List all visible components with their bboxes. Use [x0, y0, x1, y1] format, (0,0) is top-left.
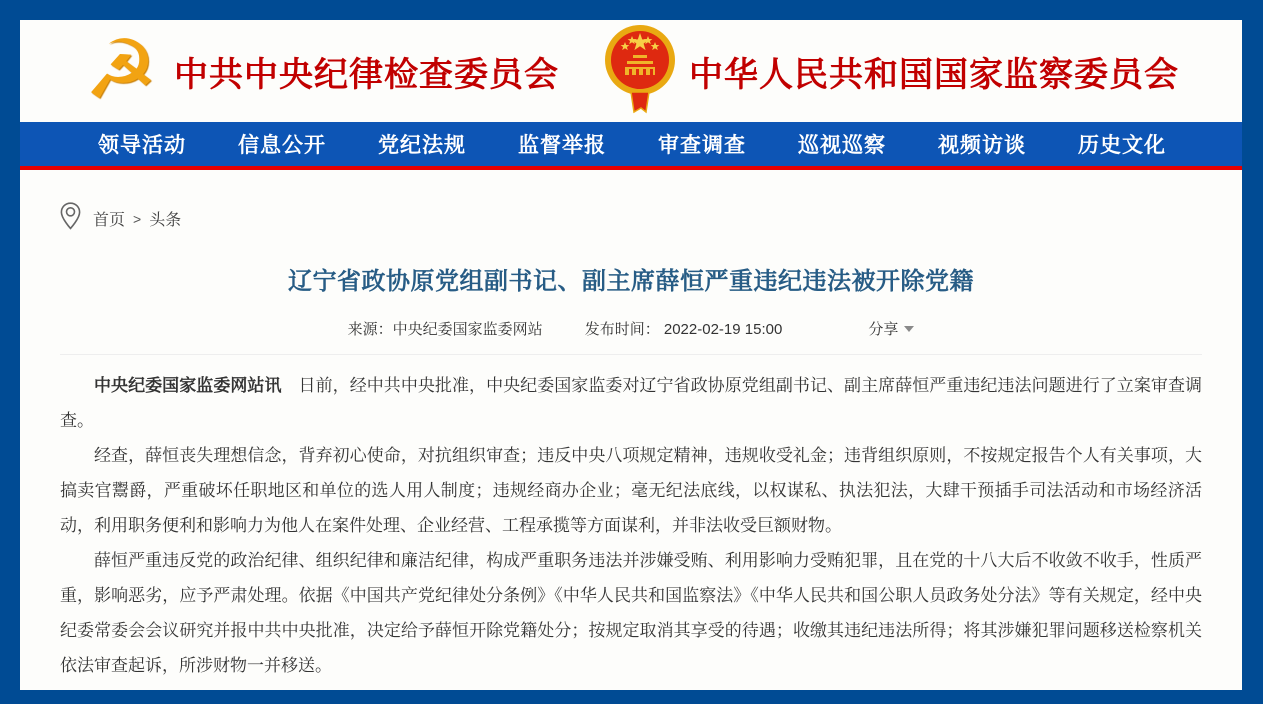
breadcrumb — [60, 202, 1202, 235]
national-emblem-icon — [603, 22, 677, 121]
party-emblem-icon: ☭ — [84, 23, 158, 118]
article-title: 辽宁省政协原党组副书记、副主席薛恒严重违纪违法被开除党籍 — [288, 268, 974, 295]
article-paragraph-3: 薛恒严重违反党的政治纪律、组织纪律和廉洁纪律，构成严重职务违法并涉嫌受贿、利用影响力受贿犯罪，且在党的十八大后不收敛不收手，性质严重，影响恶劣，应予严肃处理。依据《中国共产党纪律处分条例》《中华人民共和国监察法》《中华人民共和国公职人员政务处分法》等有关规定，经中央纪委常委会会议研究并报中共中央批准，决定给予薛恒开除党籍处分；按规定取消其享受的待遇；收缴其违纪违法所得；将其涉嫌犯罪问题移送检察机关依法审查起诉，所涉财物一并移送。 — [60, 551, 1202, 675]
share-button[interactable] — [868, 318, 914, 339]
article-meta — [60, 318, 1202, 339]
nav-item-party-regulations[interactable]: 党纪法规 — [378, 133, 466, 157]
nav-item-supervision-reporting[interactable]: 监督举报 — [518, 133, 606, 157]
ccdi-logo-link[interactable] — [80, 20, 559, 122]
nsc-org-title: 中华人民共和国国家监察委员会 — [689, 56, 1179, 94]
nav-item-inspection-patrol[interactable]: 巡视巡察 — [798, 133, 886, 157]
breadcrumb-separator: > — [133, 210, 142, 227]
nav-item-history-culture[interactable]: 历史文化 — [1078, 133, 1166, 157]
ccdi-org-title: 中共中央纪律检查委员会 — [174, 56, 559, 94]
content-area — [20, 202, 1242, 683]
location-pin-icon — [60, 202, 81, 235]
article-source: 来源：中央纪委国家监委网站 — [347, 321, 543, 338]
nav-item-information-disclosure[interactable]: 信息公开 — [238, 133, 326, 157]
article-publish-time: 发布时间： 2022-02-19 15:00 — [584, 321, 783, 338]
nav-item-video-interviews[interactable]: 视频访谈 — [938, 133, 1026, 157]
nsc-logo-link[interactable] — [603, 20, 1179, 122]
nav-item-leadership-activities[interactable]: 领导活动 — [98, 133, 186, 157]
article-paragraph-1: 中央纪委国家监委网站讯 日前，经中共中央批准，中央纪委国家监委对辽宁省政协原党组副书记、副主席薛恒严重违纪违法问题进行了立案审查调查。 — [60, 376, 1202, 430]
article-lead: 中央纪委国家监委网站讯 — [94, 376, 282, 395]
share-dropdown-icon — [904, 326, 914, 332]
nav-item-review-investigation[interactable]: 审查调查 — [658, 133, 746, 157]
meta-divider — [60, 354, 1202, 355]
article-body — [60, 368, 1202, 683]
page-frame — [20, 20, 1242, 690]
article-paragraph-2: 经查，薛恒丧失理想信念，背弃初心使命，对抗组织审查；违反中央八项规定精神，违规收受礼金；违背组织原则，不按规定报告个人有关事项，大搞卖官鬻爵，严重破坏任职地区和单位的选人用人制度；违规经商办企业；毫无纪法底线，以权谋私、执法犯法，大肆干预插手司法活动和市场经济活动，利用职务便利和影响力为他人在案件处理、企业经营、工程承揽等方面谋利，并非法收受巨额财物。 — [60, 446, 1202, 535]
breadcrumb-home-link[interactable]: 首页 — [93, 212, 126, 229]
share-label: 分享 — [868, 321, 899, 338]
site-header — [20, 20, 1242, 122]
breadcrumb-current[interactable]: 头条 — [149, 212, 182, 229]
main-nav — [20, 122, 1242, 170]
